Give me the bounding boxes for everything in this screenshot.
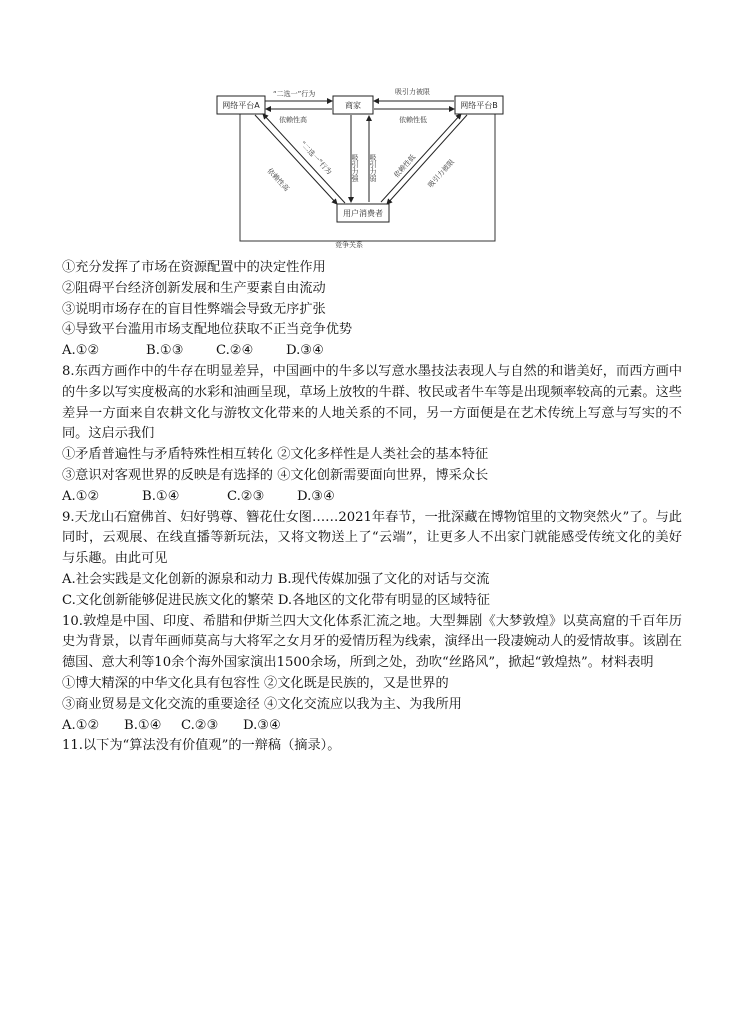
question-text [62,258,682,757]
dependence-high-left-label: 依赖性高 [265,166,291,193]
q9-stem: 9.天龙山石窟佛首、妇好鸮尊、簪花仕女图……2021年春节，一批深藏在博物馆里的文物突然火”了。与此同时，云观展、在线直播等新玩法，又将文物送上了“云端”，让更多人不出家门就能感受传统文化的美好与乐趣。由此可见 [62,509,682,567]
q8-choice-c: C.②③ [227,488,265,504]
q7-choice-c: C.②④ [216,343,254,359]
q8-options-row-2: ③意识对客观世界的反映是有选择的 ④文化创新需要面向世界，博采众长 [62,467,489,483]
q8-choice-a: A.①② [62,488,100,504]
q7-option-3: ③说明市场存在的盲目性弊端会导致无序扩张 [62,301,326,317]
q10-choice-a: A.①② [62,717,100,733]
platform-relationship-diagram [205,76,523,248]
choose-one-top-label: “二选一”行为 [273,90,316,98]
attract-mid-left-label: 吸引力强 [351,154,359,182]
q7-option-2: ②阻碍平台经济创新发展和生产要素自由流动 [62,280,326,296]
competition-label: 竞争关系 [335,241,363,248]
q8-options-row-1: ①矛盾普遍性与矛盾特殊性相互转化 ②文化多样性是人类社会的基本特征 [62,447,489,463]
attract-mid-right-label: 吸引力弱 [369,154,377,182]
platform-a-label: 网络平台A [222,101,260,110]
q9-options-row-1: A.社会实践是文化创新的源泉和动力 B.现代传媒加强了文化的对话与交流 [62,571,490,587]
q10-stem: 10.敦煌是中国、印度、希腊和伊斯兰四大文化体系汇流之地。大型舞剧《大梦敦煌》以莫高窟的千百年历史为背景，以青年画师莫高与大将军之女月牙的爱情历程为线索，演绎出一段凄婉动人的爱情故事。该剧在德国、意大利等10余个海外国家演出1500余场，所到之处，劲吹“丝路风”，掀起“敦煌热”。材料表明 [62,613,682,671]
q11-stem: 11.以下为“算法没有价值观”的一辩稿（摘录）。 [62,738,341,754]
q10-options-row-2: ③商业贸易是文化交流的重要途径 ④文化交流应以我为主、为我所用 [62,696,462,712]
q7-choices [62,341,682,362]
dependence-low-top-label: 依赖性低 [399,116,427,124]
q10-choices [62,716,682,737]
q10-options-row-1: ①博大精深的中华文化具有包容性 ②文化既是民族的，又是世界的 [62,675,449,691]
q7-choice-a: A.①② [62,343,100,359]
arrow-a-to-consumer [255,115,337,204]
q7-option-1: ①充分发挥了市场在资源配置中的决定性作用 [62,260,326,275]
q7-choice-d: D.③④ [286,343,324,359]
dependence-low-right-label: 依赖性低 [392,153,418,180]
dependence-high-top-label: 依赖性高 [279,116,307,124]
q10-choice-b: B.①④ [124,717,162,733]
q9-options-row-2: C.文化创新能够促进民族文化的繁荣 D.各地区的文化带有明显的区域特征 [62,592,490,608]
diagram-svg [205,76,523,248]
attract-limited-right-label: 吸引力被限 [426,157,456,190]
q8-choice-b: B.①④ [142,488,180,504]
q8-choices [62,487,682,508]
platform-b-label: 网络平台B [460,101,498,110]
choose-one-diag-label: “二选一”行为 [298,139,334,177]
q8-stem: 8.东西方画作中的牛存在明显差异，中国画中的牛多以写意水墨技法表现人与自然的和谐美好，而西方画中的牛多以写实度极高的水彩和油画呈现，草场上放牧的牛群、牧民或者牛车等是出现频率较高的元素。这些差异一方面来自农耕文化与游牧文化带来的人地关系的不同，另一方面便是在艺术传统上写意与写实的不同。这启示我们 [62,363,682,442]
attract-top-label: 吸引力被限 [395,88,430,96]
q10-choice-d: D.③④ [243,717,281,733]
q8-choice-d: D.③④ [297,488,335,504]
q7-choice-b: B.①③ [146,343,184,359]
merchant-label: 商家 [345,101,361,110]
consumer-label: 用户消费者 [343,209,383,218]
q7-option-4: ④导致平台滥用市场支配地位获取不正当竞争优势 [62,322,353,338]
arrow-b-to-consumer [387,115,467,204]
q10-choice-c: C.②③ [181,717,219,733]
arrow-consumer-to-a [263,114,345,203]
